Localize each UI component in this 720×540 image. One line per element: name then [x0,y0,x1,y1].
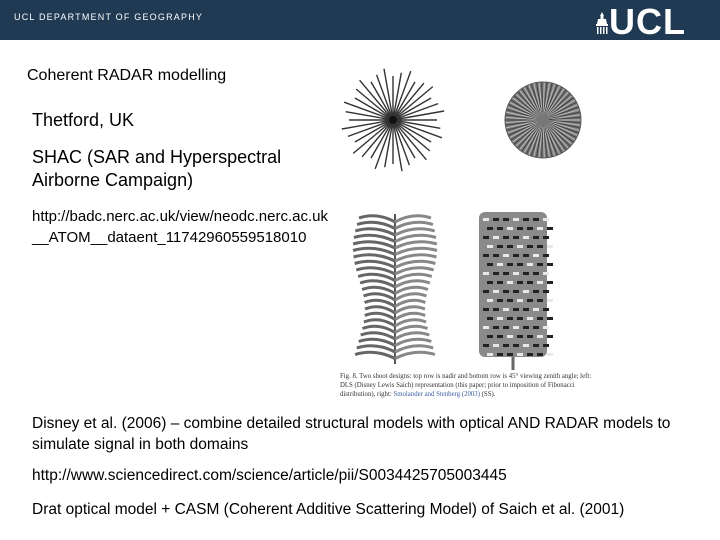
drat-casm-text: Drat optical model + CASM (Coherent Additive Scattering Model) of Saich et al. (2001) [32,501,625,518]
campaign-text: SHAC (SAR and Hyperspectral Airborne Campaign) [32,147,282,190]
caption-reference-link[interactable]: Smolander and Stenberg (2003) [393,391,480,398]
oblique-ss-shoot-image [479,212,553,370]
location-text: Thetford, UK [32,110,135,130]
caption-end-text: (SS). [479,391,496,398]
logo-text: UCL [609,1,686,42]
shoot-renderings [335,62,610,372]
oblique-dls-shoot-image [353,214,437,364]
portico-icon [595,12,609,36]
nadir-ss-shoot-image [505,82,581,158]
disney-paper-text: Disney et al. (2006) – combine detailed structural models with optical AND RADAR models to simulate signal in both domains [32,415,671,453]
figure-caption [340,372,605,399]
badc-data-link[interactable]: http://badc.nerc.ac.uk/view/neodc.nerc.ac.uk__ATOM__dataent_11742960559518010 [32,208,328,246]
slide-header [0,0,720,40]
department-label: UCL DEPARTMENT OF GEOGRAPHY [14,12,204,22]
caption-text: Fig. 8. Two shoot designs: top row is nadir and bottom row is 45° viewing zenith angle; left: DLS (Disney Lewis Saich) representation (this paper; prior to imposition of Fibonacci distribution), right: [340,373,592,398]
slide-title: Coherent RADAR modelling [27,67,227,84]
sciencedirect-link[interactable]: http://www.sciencedirect.com/science/article/pii/S0034425705003445 [32,467,507,484]
ucl-logo [595,1,705,42]
shoot-model-figure [335,62,610,412]
nadir-dls-shoot-image [342,69,444,171]
